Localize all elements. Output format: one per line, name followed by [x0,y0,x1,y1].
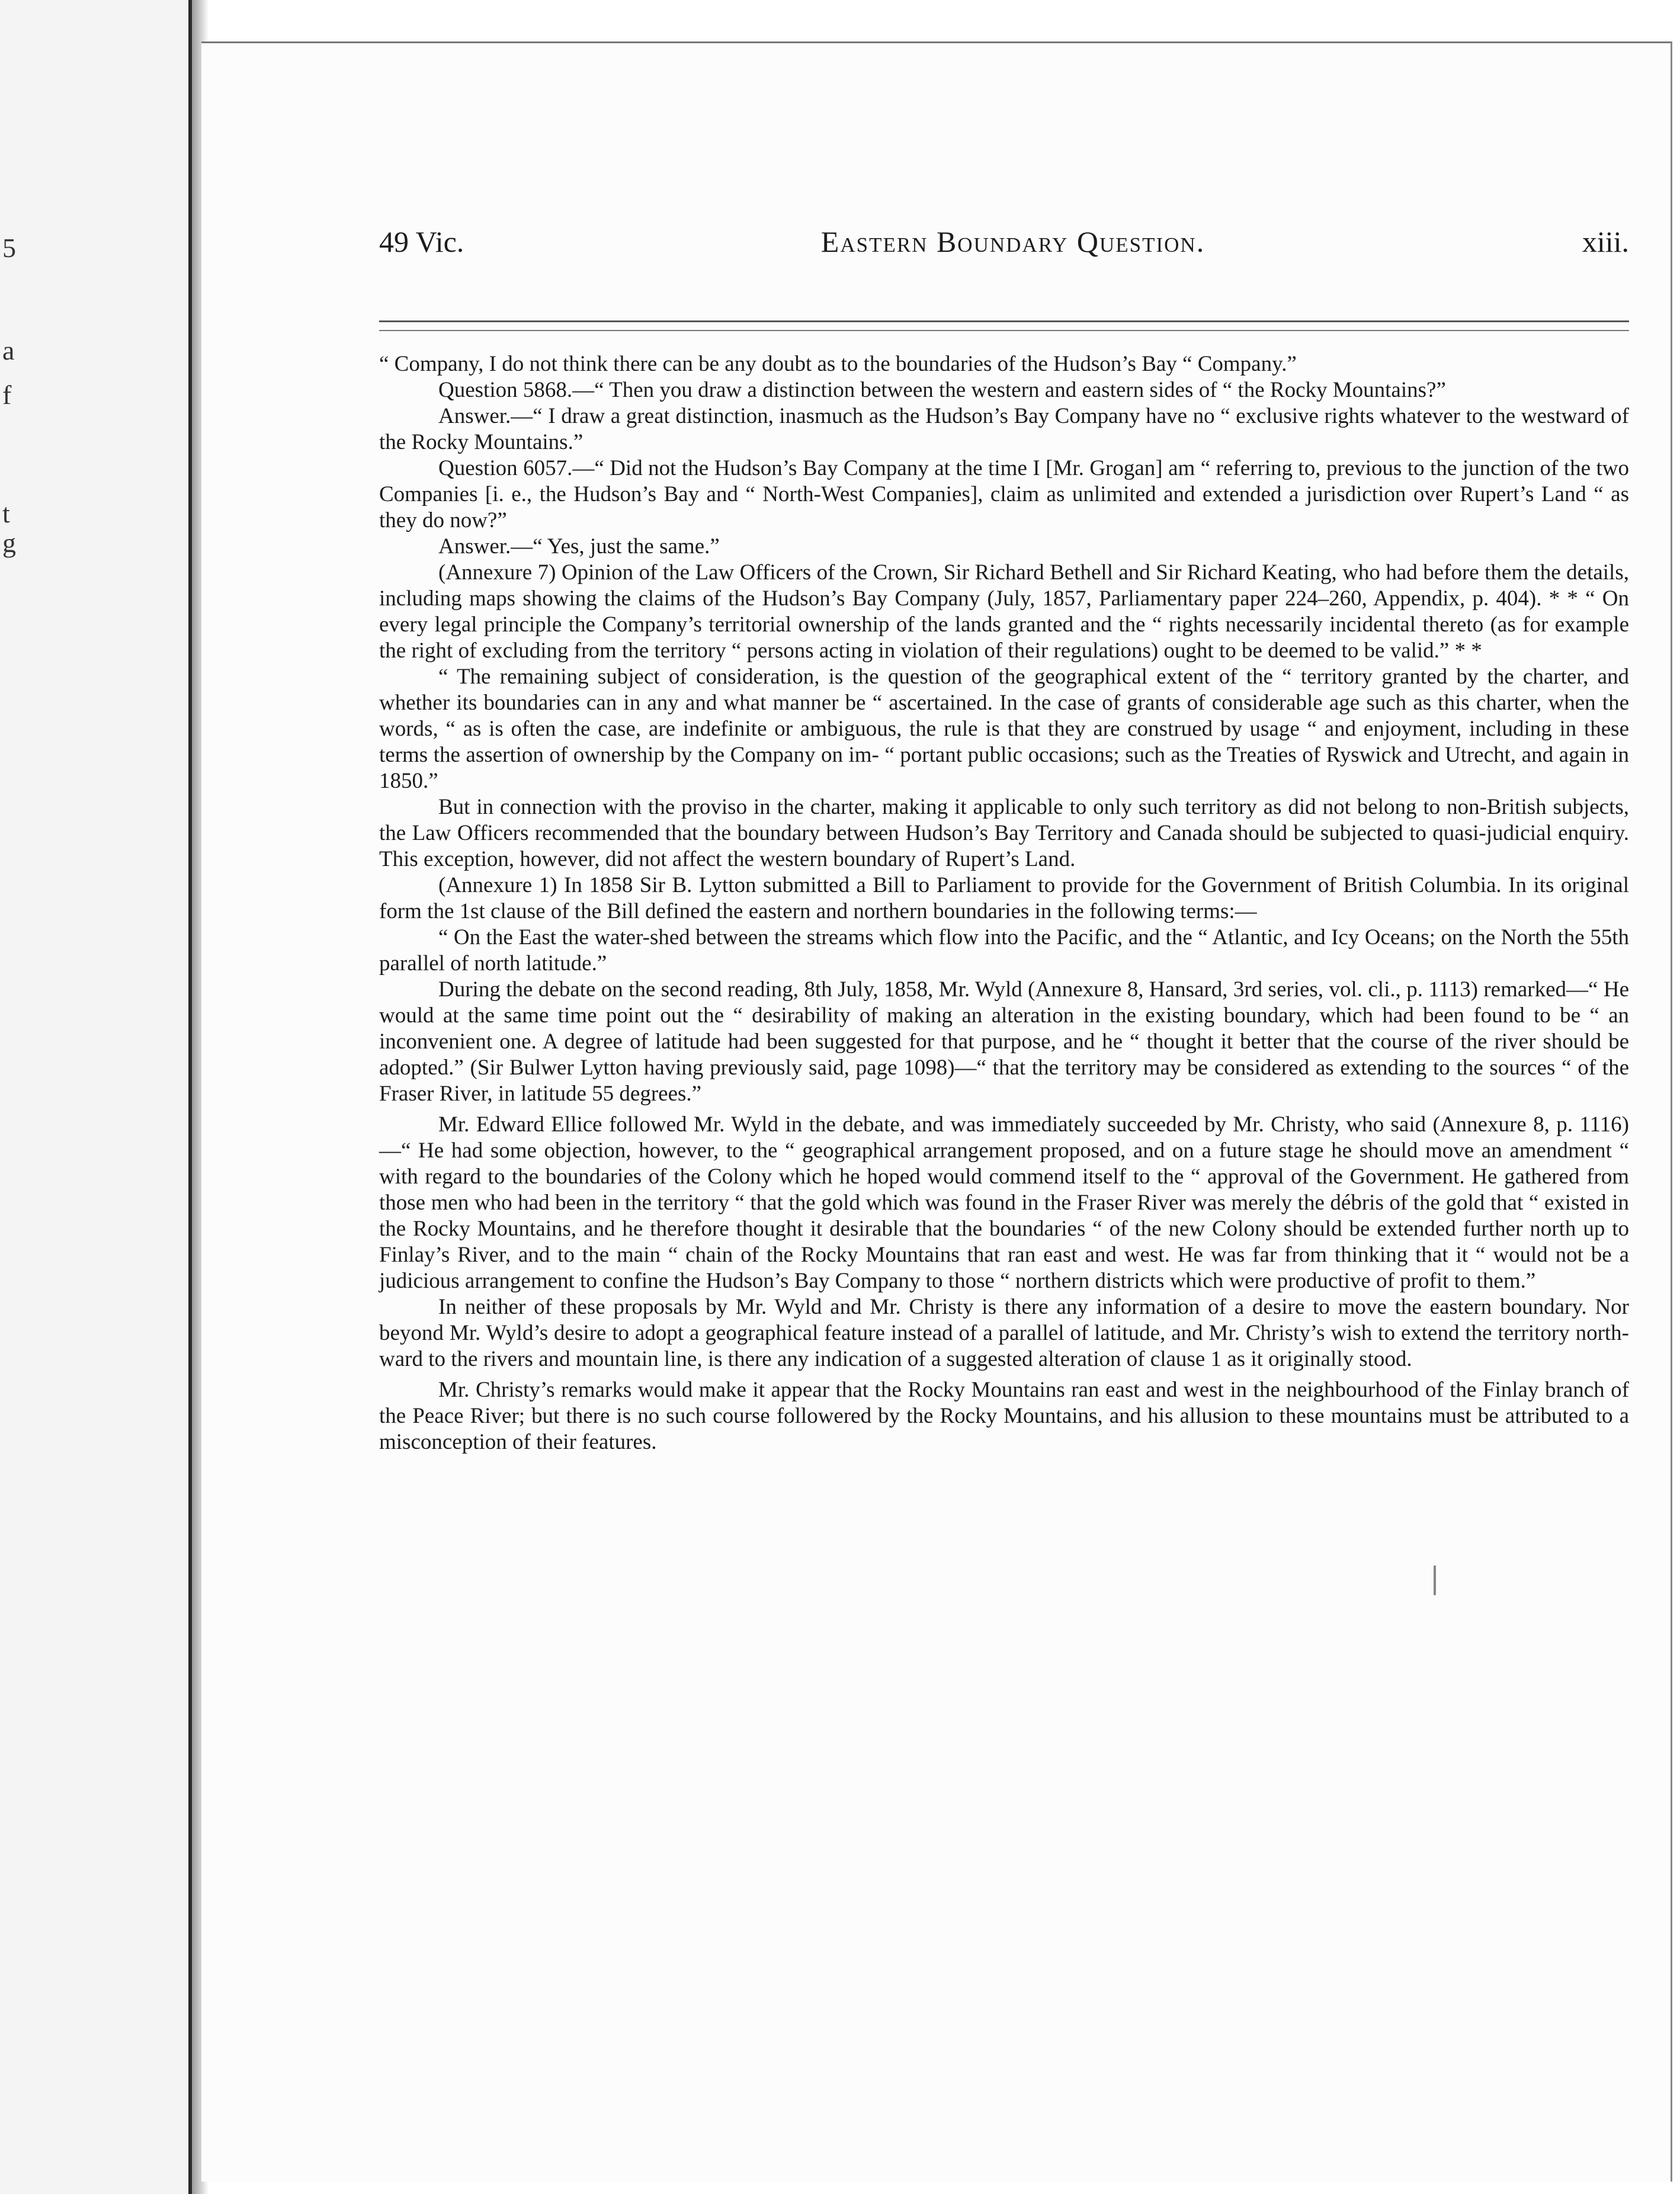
paragraph: Answer.—“ Yes, just the same.” [438,534,720,559]
margin-fragment: t [2,498,10,528]
paragraph: In neither of these proposals by Mr. Wyld and Mr. Christy is there any information of a desire to move the eastern boundary. Nor beyond Mr. Wyld’s desire to adopt a geographical feature instead of a parallel of latitude, and Mr. Christy’s wish to extend the territory north- ward to the rivers and mountain line, is there any indication of a suggested alteration of clause 1 as it originally stood. [379,1295,1629,1371]
running-header [379,224,1629,272]
paragraph: Question 6057.—“ Did not the Hudson’s Bay Company at the time I [Mr. Grogan] am “ referring to, previous to the junction of the two Companies [i. e., the Hudson’s Bay and “ North-West Companies], claim as unlimited and extended a jurisdiction over Rupert’s Land “ as they do now?” [379,456,1629,533]
document-page [201,41,1672,2182]
body-text [379,351,1629,1455]
margin-fragment: g [2,528,16,558]
paragraph: During the debate on the second reading, 8th July, 1858, Mr. Wyld (Annexure 8, Hansard, 3rd series, vol. cli., p. 1113) remarked—“ He would at the same time point out the “ desirability of making an alteration in the existing boundary, which had been found to be “ an inconvenient one. A degree of latitude had been suggested for that purpose, and he “ thought it better that the course of the river should be adopted.” (Sir Bulwer Lytton having previously said, page 1098)—“ that the territory may be considered as extending to the sources “ of the Fraser River, in latitude 55 degrees.” [379,977,1629,1106]
paragraph: “ Company, I do not think there can be any doubt as to the boundaries of the Hudson’s Bay “ Company.” [379,352,1297,376]
paragraph: Question 5868.—“ Then you draw a distinction between the western and eastern sides of “ the Rocky Mountains?” [438,378,1446,402]
paragraph: (Annexure 1) In 1858 Sir B. Lytton submitted a Bill to Parliament to provide for the Government of British Columbia. In its original form the 1st clause of the Bill defined the eastern and northern boundaries in the following terms:— [379,873,1629,923]
facing-page-edge [0,0,192,2194]
paragraph: Mr. Christy’s remarks would make it appear that the Rocky Mountains ran east and west in the neighbourhood of the Finlay branch of the Peace River; but there is no such course followered by the Rocky Mountains, and his allusion to these mountains must be attributed to a misconception of their features. [379,1378,1629,1454]
header-rule [379,330,1629,331]
paragraph: (Annexure 7) Opinion of the Law Officers of the Crown, Sir Richard Bethell and Sir Richard Keating, who had before them the details, including maps showing the claims of the Hudson’s Bay Company (July, 1857, Parliamentary paper 224–260, Appendix, p. 404). * * “ On every legal principle the Company’s territorial ownership of the lands granted and the “ rights necessarily incidental thereto (as for example the right of excluding from the territory “ persons acting in violation of their regulations) ought to be deemed to be valid.” * * [379,560,1629,663]
header-page-number: xiii. [1582,225,1629,258]
scan-mark [1434,1566,1436,1595]
header-session: 49 Vic. [379,225,464,258]
paragraph: Answer.—“ I draw a great distinction, inasmuch as the Hudson’s Bay Company have no “ exclusive rights whatever to the westward of the Rocky Mountains.” [379,404,1629,454]
margin-fragment: a [2,335,15,365]
paragraph: “ The remaining subject of consideration, is the question of the geographical extent of the “ territory granted by the charter, and whether its boundaries can in any and what manner be “ ascertained. In the case of grants of considerable age such as this charter, when the words, “ as is often the case, are indefinite or ambiguous, the rule is that they are construed by usage “ and enjoyment, including in these terms the assertion of ownership by the Company on im- “ portant public occasions; such as the Treaties of Ryswick and Utrecht, and again in 1850.” [379,665,1629,793]
header-rule [379,320,1629,322]
paragraph: Mr. Edward Ellice followed Mr. Wyld in the debate, and was immediately succeeded by Mr. Christy, who said (Annexure 8, p. 1116)—“ He had some objection, however, to the “ geographical arrangement proposed, and on a future stage he should move an amendment “ with regard to the boundaries of the Colony which he hoped would commend itself to the “ approval of the Government. He gathered from those men who had been in the territory “ that the gold which was found in the Fraser River was merely the débris of the gold that “ existed in the Rocky Mountains, and he therefore thought it desirable that the boundaries “ of the new Colony should be extended further north up to Finlay’s River, and to the main “ chain of the Rocky Mountains that ran east and west. He was far from thinking that it “ would not be a judicious arrangement to confine the Hudson’s Bay Company to those “ northern districts which were productive of profit to them.” [379,1112,1629,1293]
margin-fragment: 5 [2,233,16,263]
margin-fragment: f [2,380,12,410]
paragraph: “ On the East the water-shed between the streams which flow into the Pacific, and the “ Atlantic, and Icy Oceans; on the North the 55th parallel of north latitude.” [379,925,1629,976]
header-title: Eastern Boundary Question. [820,225,1206,258]
paragraph: But in connection with the proviso in the charter, making it applicable to only such territory as did not belong to non-British subjects, the Law Officers recommended that the boundary between Hudson’s Bay Territory and Canada should be subjected to quasi-judicial enquiry. This exception, however, did not affect the western boundary of Rupert’s Land. [379,795,1629,871]
